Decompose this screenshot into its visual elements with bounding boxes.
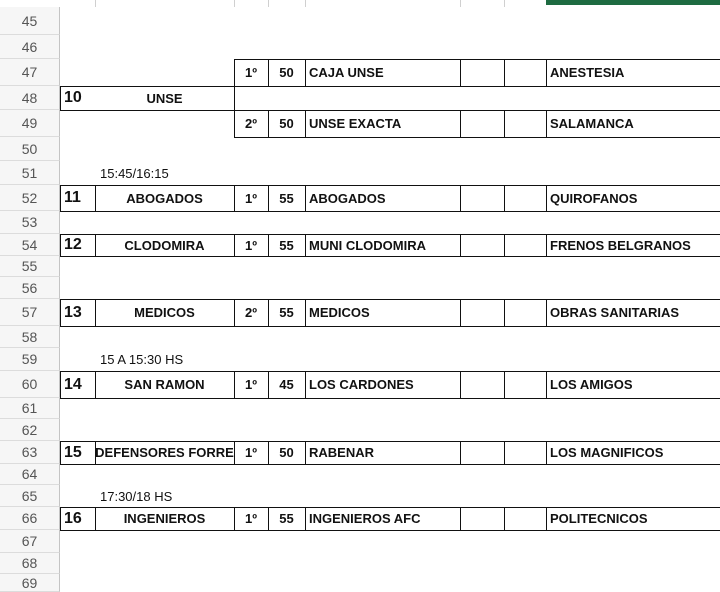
row-header-45[interactable]: 45 [0, 7, 60, 35]
cell-border [460, 441, 505, 465]
cell-num-47[interactable]: 50 [279, 65, 294, 80]
row-header-59[interactable]: 59 [0, 348, 60, 371]
cell-border [504, 371, 547, 399]
cell-border [504, 185, 547, 212]
cell-group-name-60[interactable]: SAN RAMON [124, 377, 205, 392]
cell-ord-60[interactable]: 1º [245, 377, 257, 392]
column-gridline [504, 0, 505, 7]
row-header-64[interactable]: 64 [0, 464, 60, 485]
row-header-60[interactable]: 60 [0, 371, 60, 398]
cell-border [504, 507, 547, 531]
cell-border [504, 441, 547, 465]
row-header-57[interactable]: 57 [0, 299, 60, 326]
cell-rival-60[interactable]: LOS AMIGOS [550, 377, 633, 392]
cell-ord-66[interactable]: 1º [245, 511, 257, 526]
row-header-56[interactable]: 56 [0, 277, 60, 299]
row-header-66[interactable]: 66 [0, 507, 60, 530]
row-header-67[interactable]: 67 [0, 530, 60, 553]
cell-group-name-66[interactable]: INGENIEROS [123, 511, 206, 526]
column-selection-indicator [546, 0, 720, 5]
column-gridline [234, 0, 235, 7]
cell-border [460, 371, 505, 399]
cell-border [460, 185, 505, 212]
cell-group-60[interactable]: 14 [64, 375, 82, 393]
cell-rival-63[interactable]: LOS MAGNIFICOS [550, 445, 664, 460]
cell-border [460, 234, 505, 257]
cell-team-49[interactable]: UNSE EXACTA [309, 116, 402, 131]
cell-group-name-52[interactable]: ABOGADOS [126, 190, 203, 206]
column-gridline [305, 0, 306, 7]
cell-ord-54[interactable]: 1º [245, 237, 257, 253]
row-header-62[interactable]: 62 [0, 419, 60, 441]
row-header-49[interactable]: 49 [0, 110, 60, 137]
cell-group-48[interactable]: 10 [64, 89, 82, 106]
cell-team-52[interactable]: ABOGADOS [309, 190, 386, 206]
cell-rival-47[interactable]: ANESTESIA [550, 65, 625, 80]
cell-group-name-63[interactable]: DEFENSORES FORRE [95, 445, 234, 460]
row-header-47[interactable]: 47 [0, 59, 60, 86]
cell-note-51[interactable]: 15:45/16:15 [100, 165, 169, 181]
cell-team-63[interactable]: RABENAR [309, 445, 374, 460]
row-header-55[interactable]: 55 [0, 256, 60, 277]
cell-border [504, 59, 547, 87]
cell-border [504, 299, 547, 327]
row-header-52[interactable]: 52 [0, 185, 60, 211]
cell-group-52[interactable]: 11 [64, 189, 81, 206]
row-header-63[interactable]: 63 [0, 441, 60, 464]
row-header-53[interactable]: 53 [0, 211, 60, 234]
cell-num-57[interactable]: 55 [279, 305, 294, 320]
cell-team-66[interactable]: INGENIEROS AFC [309, 511, 421, 526]
cell-border [504, 234, 547, 257]
cell-ord-52[interactable]: 1º [245, 190, 257, 206]
cell-rival-57[interactable]: OBRAS SANITARIAS [550, 305, 680, 320]
border-line [234, 110, 720, 111]
row-header-50[interactable]: 50 [0, 137, 60, 161]
cell-group-66[interactable]: 16 [64, 509, 82, 527]
cell-rival-49[interactable]: SALAMANCA [550, 116, 634, 131]
cell-rival-66[interactable]: POLITECNICOS [550, 511, 648, 526]
column-gridline [460, 0, 461, 7]
cell-team-60[interactable]: LOS CARDONES [309, 377, 414, 392]
row-header-46[interactable]: 46 [0, 35, 60, 59]
row-header-69[interactable]: 69 [0, 574, 60, 592]
cell-group-63[interactable]: 15 [64, 443, 82, 461]
row-header-54[interactable]: 54 [0, 234, 60, 256]
row-header-58[interactable]: 58 [0, 326, 60, 348]
row-header-68[interactable]: 68 [0, 553, 60, 574]
cell-group-name-54[interactable]: CLODOMIRA [124, 237, 205, 253]
cell-team-54[interactable]: MUNI CLODOMIRA [309, 237, 426, 253]
cell-num-54[interactable]: 55 [279, 237, 294, 253]
cell-num-52[interactable]: 55 [279, 190, 294, 206]
cell-ord-63[interactable]: 1º [245, 445, 257, 460]
cell-team-57[interactable]: MEDICOS [309, 305, 370, 320]
cell-group-57[interactable]: 13 [64, 303, 82, 321]
cell-ord-57[interactable]: 2º [245, 305, 257, 320]
cell-group-name-57[interactable]: MEDICOS [134, 305, 195, 320]
cell-note-59[interactable]: 15 A 15:30 HS [100, 352, 184, 367]
cell-rival-52[interactable]: QUIROFANOS [550, 190, 638, 206]
cell-note-65[interactable]: 17:30/18 HS [100, 488, 173, 504]
cell-group-54[interactable]: 12 [64, 236, 82, 253]
cell-num-63[interactable]: 50 [279, 445, 294, 460]
row-header-51[interactable]: 51 [0, 161, 60, 185]
cell-num-60[interactable]: 45 [279, 377, 294, 392]
cell-ord-47[interactable]: 1º [245, 65, 257, 80]
column-gridline [268, 0, 269, 7]
cell-border [460, 59, 505, 87]
cell-team-47[interactable]: CAJA UNSE [309, 65, 384, 80]
row-header-48[interactable]: 48 [0, 86, 60, 110]
cell-num-49[interactable]: 50 [279, 116, 294, 131]
cell-border [460, 110, 505, 138]
cell-border [504, 110, 547, 138]
row-header-61[interactable]: 61 [0, 398, 60, 419]
row-header-65[interactable]: 65 [0, 485, 60, 507]
column-gridline [95, 0, 96, 7]
cell-border [460, 299, 505, 327]
cell-rival-54[interactable]: FRENOS BELGRANOS [550, 237, 691, 253]
cell-border [460, 507, 505, 531]
cell-ord-49[interactable]: 2º [245, 116, 257, 131]
cell-group-name-48[interactable]: UNSE [146, 90, 183, 106]
cell-num-66[interactable]: 55 [279, 511, 294, 526]
